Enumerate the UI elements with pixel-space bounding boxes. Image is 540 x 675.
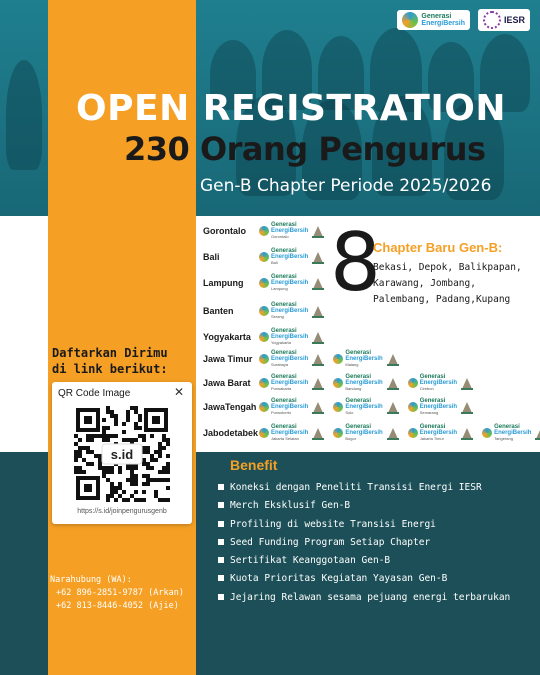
qr-card-title: QR Code Image	[58, 388, 131, 399]
region-row	[203, 274, 333, 291]
landmark-icon	[386, 426, 400, 440]
benefit-title: Benefit	[230, 457, 278, 473]
chapter-logo	[408, 424, 474, 441]
region-name: Gorontalo	[203, 225, 246, 236]
region-name: Lampung	[203, 277, 244, 288]
chapter-logo	[333, 424, 399, 441]
landmark-icon	[386, 376, 400, 390]
chapter-logo-line1: Generasi	[271, 374, 297, 380]
partner-logos	[397, 6, 530, 34]
landmark-icon	[460, 426, 474, 440]
chapter-logo-line1: Generasi	[271, 302, 297, 308]
chapter-logo-city: Tangerang	[494, 436, 513, 441]
contact-phone[interactable]: +62 813-8446-4052 (Ajie)	[56, 601, 179, 611]
chapter-logo-icon	[259, 252, 269, 262]
chapter-logo-line2: EnergiBersih	[345, 356, 383, 362]
chapter-logo-line2: EnergiBersih	[271, 380, 309, 386]
chapter-logo	[259, 374, 325, 391]
chapter-logo-city: Malang	[345, 362, 359, 367]
region-row	[203, 350, 408, 367]
chapter-logo-line2: EnergiBersih	[271, 228, 309, 234]
benefit-item: Merch Eksklusif Gen-B	[218, 497, 528, 515]
chapter-line: Bekasi, Depok, Balikpapan,	[373, 262, 522, 273]
chapter-logo	[408, 398, 474, 415]
landmark-icon	[386, 352, 400, 366]
chapter-logo	[259, 302, 325, 319]
qr-center-label: s.id	[110, 447, 134, 462]
landmark-icon	[386, 400, 400, 414]
region-row	[203, 222, 333, 239]
chapter-logo-line1: Generasi	[345, 374, 372, 380]
region-name: Bali	[203, 251, 220, 262]
subheadline: Gen-B Chapter Periode 2025/2026	[200, 176, 492, 196]
benefit-item: Sertifikat Keanggotaan Gen-B	[218, 552, 528, 570]
chapter-logo-line2: EnergiBersih	[271, 430, 309, 436]
chapter-logo	[259, 328, 325, 345]
chapter-logo-line1: Generasi	[271, 350, 297, 356]
contact-phone[interactable]: +62 896-2851-9787 (Arkan)	[56, 588, 184, 598]
benefit-item: Kuota Prioritas Kegiatan Yayasan Gen-B	[218, 570, 528, 588]
register-line: Daftarkan Dirimu	[52, 346, 168, 360]
chapter-logo-icon	[333, 428, 343, 438]
landmark-icon	[534, 426, 540, 440]
chapter-logo-line2: EnergiBersih	[271, 334, 309, 340]
region-row	[203, 398, 482, 415]
chapter-logo-line2: EnergiBersih	[271, 308, 309, 314]
chapter-logo-line2: EnergiBersih	[271, 254, 309, 260]
chapter-logo	[259, 274, 325, 291]
chapter-logo-icon	[408, 428, 418, 438]
chapter-logo-icon	[259, 402, 269, 412]
region-name: Jabodetabek	[203, 427, 259, 438]
region-name: JawaTengah	[203, 401, 257, 412]
landmark-icon	[460, 400, 474, 414]
chapter-logo-line2: EnergiBersih	[419, 430, 458, 436]
chapter-logo-city: Serang	[271, 314, 284, 319]
chapter-logo-icon	[259, 226, 269, 236]
chapter-title: Chapter Baru Gen-B:	[373, 240, 503, 255]
chapter-logo-line1: Generasi	[271, 328, 297, 334]
qr-url[interactable]: https://s.id/joinpengurusgenb	[77, 508, 167, 515]
chapter-logo-icon	[482, 428, 492, 438]
benefit-item: Profiling di website Transisi Energi	[218, 516, 528, 534]
chapter-logo-line2: EnergiBersih	[345, 404, 383, 410]
chapter-logo-icon	[333, 378, 343, 388]
chapter-logo-city: Semarang	[419, 410, 439, 415]
chapter-logo-city: Jakarta Selatan	[271, 436, 299, 441]
benefit-item: Jejaring Relawan sesama pejuang energi terbarukan	[218, 589, 528, 607]
landmark-icon	[311, 352, 325, 366]
headline-secondary: 230 Orang Pengurus	[124, 130, 486, 168]
chapter-logo-city: Lampung	[271, 286, 288, 291]
chapter-logo-city: Cirebon	[419, 386, 434, 391]
landmark-icon	[311, 224, 325, 238]
chapter-logo-line1: Generasi	[345, 398, 372, 404]
logo-line2: EnergiBersih	[421, 20, 465, 27]
contact-info	[50, 574, 184, 613]
chapter-logo-city: Jakarta Timur	[419, 436, 444, 441]
chapter-logo-city: Yogyakarta	[271, 340, 291, 345]
chapter-logo	[259, 424, 325, 441]
chapter-logo-line1: Generasi	[419, 424, 446, 430]
region-row	[203, 328, 333, 345]
qr-card[interactable]	[52, 382, 192, 524]
landmark-icon	[311, 330, 325, 344]
landmark-icon	[311, 426, 325, 440]
region-name: Jawa Timur	[203, 353, 253, 364]
chapter-logo-icon	[259, 306, 269, 316]
chapter-logo	[259, 222, 325, 239]
chapter-count: 8	[330, 216, 381, 309]
chapter-logo	[259, 248, 325, 265]
region-row	[203, 424, 540, 441]
register-line: di link berikut:	[52, 362, 168, 376]
landmark-icon	[311, 276, 325, 290]
chapter-logo-line2: EnergiBersih	[345, 380, 383, 386]
chapter-logo-line1: Generasi	[419, 374, 446, 380]
benefit-item: Seed Funding Program Setiap Chapter	[218, 534, 528, 552]
chapter-logo-icon	[259, 332, 269, 342]
chapter-logo-line2: EnergiBersih	[419, 380, 458, 386]
chapter-logo-icon	[408, 402, 418, 412]
generasi-logo-icon	[402, 12, 418, 28]
chapter-logo-city: Gorontalo	[271, 234, 289, 239]
chapter-logo-line2: EnergiBersih	[271, 280, 309, 286]
chapter-logo-city: Purwokerto	[271, 410, 292, 415]
chapter-logo-line2: EnergiBersih	[271, 404, 309, 410]
logo-line1: Generasi	[421, 13, 452, 20]
chapter-logo-icon	[259, 354, 269, 364]
chapter-logo-line1: Generasi	[271, 398, 297, 404]
chapter-logo	[408, 374, 474, 391]
chapter-logo	[333, 374, 399, 391]
chapter-logo-line1: Generasi	[271, 424, 297, 430]
region-row	[203, 302, 333, 319]
register-prompt	[52, 345, 168, 377]
chapter-logo-line2: EnergiBersih	[271, 356, 309, 362]
chapter-logo-icon	[259, 278, 269, 288]
close-icon[interactable]: ✕	[173, 385, 184, 399]
chapter-logo-city: Purwakarta	[271, 386, 292, 391]
contact-title: Narahubung (WA):	[50, 575, 132, 585]
qr-code[interactable]	[74, 406, 170, 502]
chapter-logo-icon	[333, 354, 343, 364]
benefit-list	[218, 479, 528, 607]
chapter-logo-line1: Generasi	[419, 398, 446, 404]
chapter-logo-city: Surabaya	[271, 362, 289, 367]
chapter-logo-icon	[259, 428, 269, 438]
landmark-icon	[311, 400, 325, 414]
region-name: Jawa Barat	[203, 377, 251, 388]
chapter-logo-city: Solo	[345, 410, 354, 415]
chapter-logo-icon	[333, 402, 343, 412]
benefit-item: Koneksi dengan Peneliti Transisi Energi IESR	[218, 479, 528, 497]
chapter-logo-line1: Generasi	[345, 350, 372, 356]
chapter-logo	[259, 398, 325, 415]
landmark-icon	[460, 376, 474, 390]
chapter-logo-icon	[259, 378, 269, 388]
landmark-icon	[311, 250, 325, 264]
chapter-logo-city: Bandung	[345, 386, 362, 391]
chapter-logo	[333, 398, 399, 415]
landmark-icon	[311, 304, 325, 318]
chapter-logo-line1: Generasi	[271, 222, 297, 228]
chapter-logo	[482, 424, 540, 441]
landmark-icon	[311, 376, 325, 390]
region-row	[203, 374, 482, 391]
iesr-logo-icon	[483, 11, 501, 29]
region-name: Yogyakarta	[203, 331, 251, 342]
chapter-logo	[333, 350, 399, 367]
chapter-logo-line1: Generasi	[271, 248, 297, 254]
iesr-logo	[478, 9, 530, 31]
chapter-logo-icon	[408, 378, 418, 388]
chapter-logo-line1: Generasi	[494, 424, 520, 430]
chapter-logo-city: Bali	[271, 260, 278, 265]
chapter-line: Palembang, Padang,Kupang	[373, 294, 511, 305]
headline: OPEN REGISTRATION	[76, 88, 506, 129]
chapter-logo-line1: Generasi	[271, 274, 297, 280]
chapter-line: Karawang, Jombang,	[373, 278, 476, 289]
region-name: Banten	[203, 305, 234, 316]
chapter-logo-line1: Generasi	[345, 424, 372, 430]
chapter-logo-line2: EnergiBersih	[345, 430, 383, 436]
generasi-energi-bersih-logo	[397, 10, 470, 30]
chapter-logo-city: Bogor	[345, 436, 357, 441]
chapter-list	[373, 260, 533, 308]
chapter-logo-line2: EnergiBersih	[419, 404, 458, 410]
chapter-logo-line2: EnergiBersih	[494, 430, 532, 436]
iesr-logo-text: IESR	[503, 15, 525, 25]
region-row	[203, 248, 333, 265]
chapter-logo	[259, 350, 325, 367]
